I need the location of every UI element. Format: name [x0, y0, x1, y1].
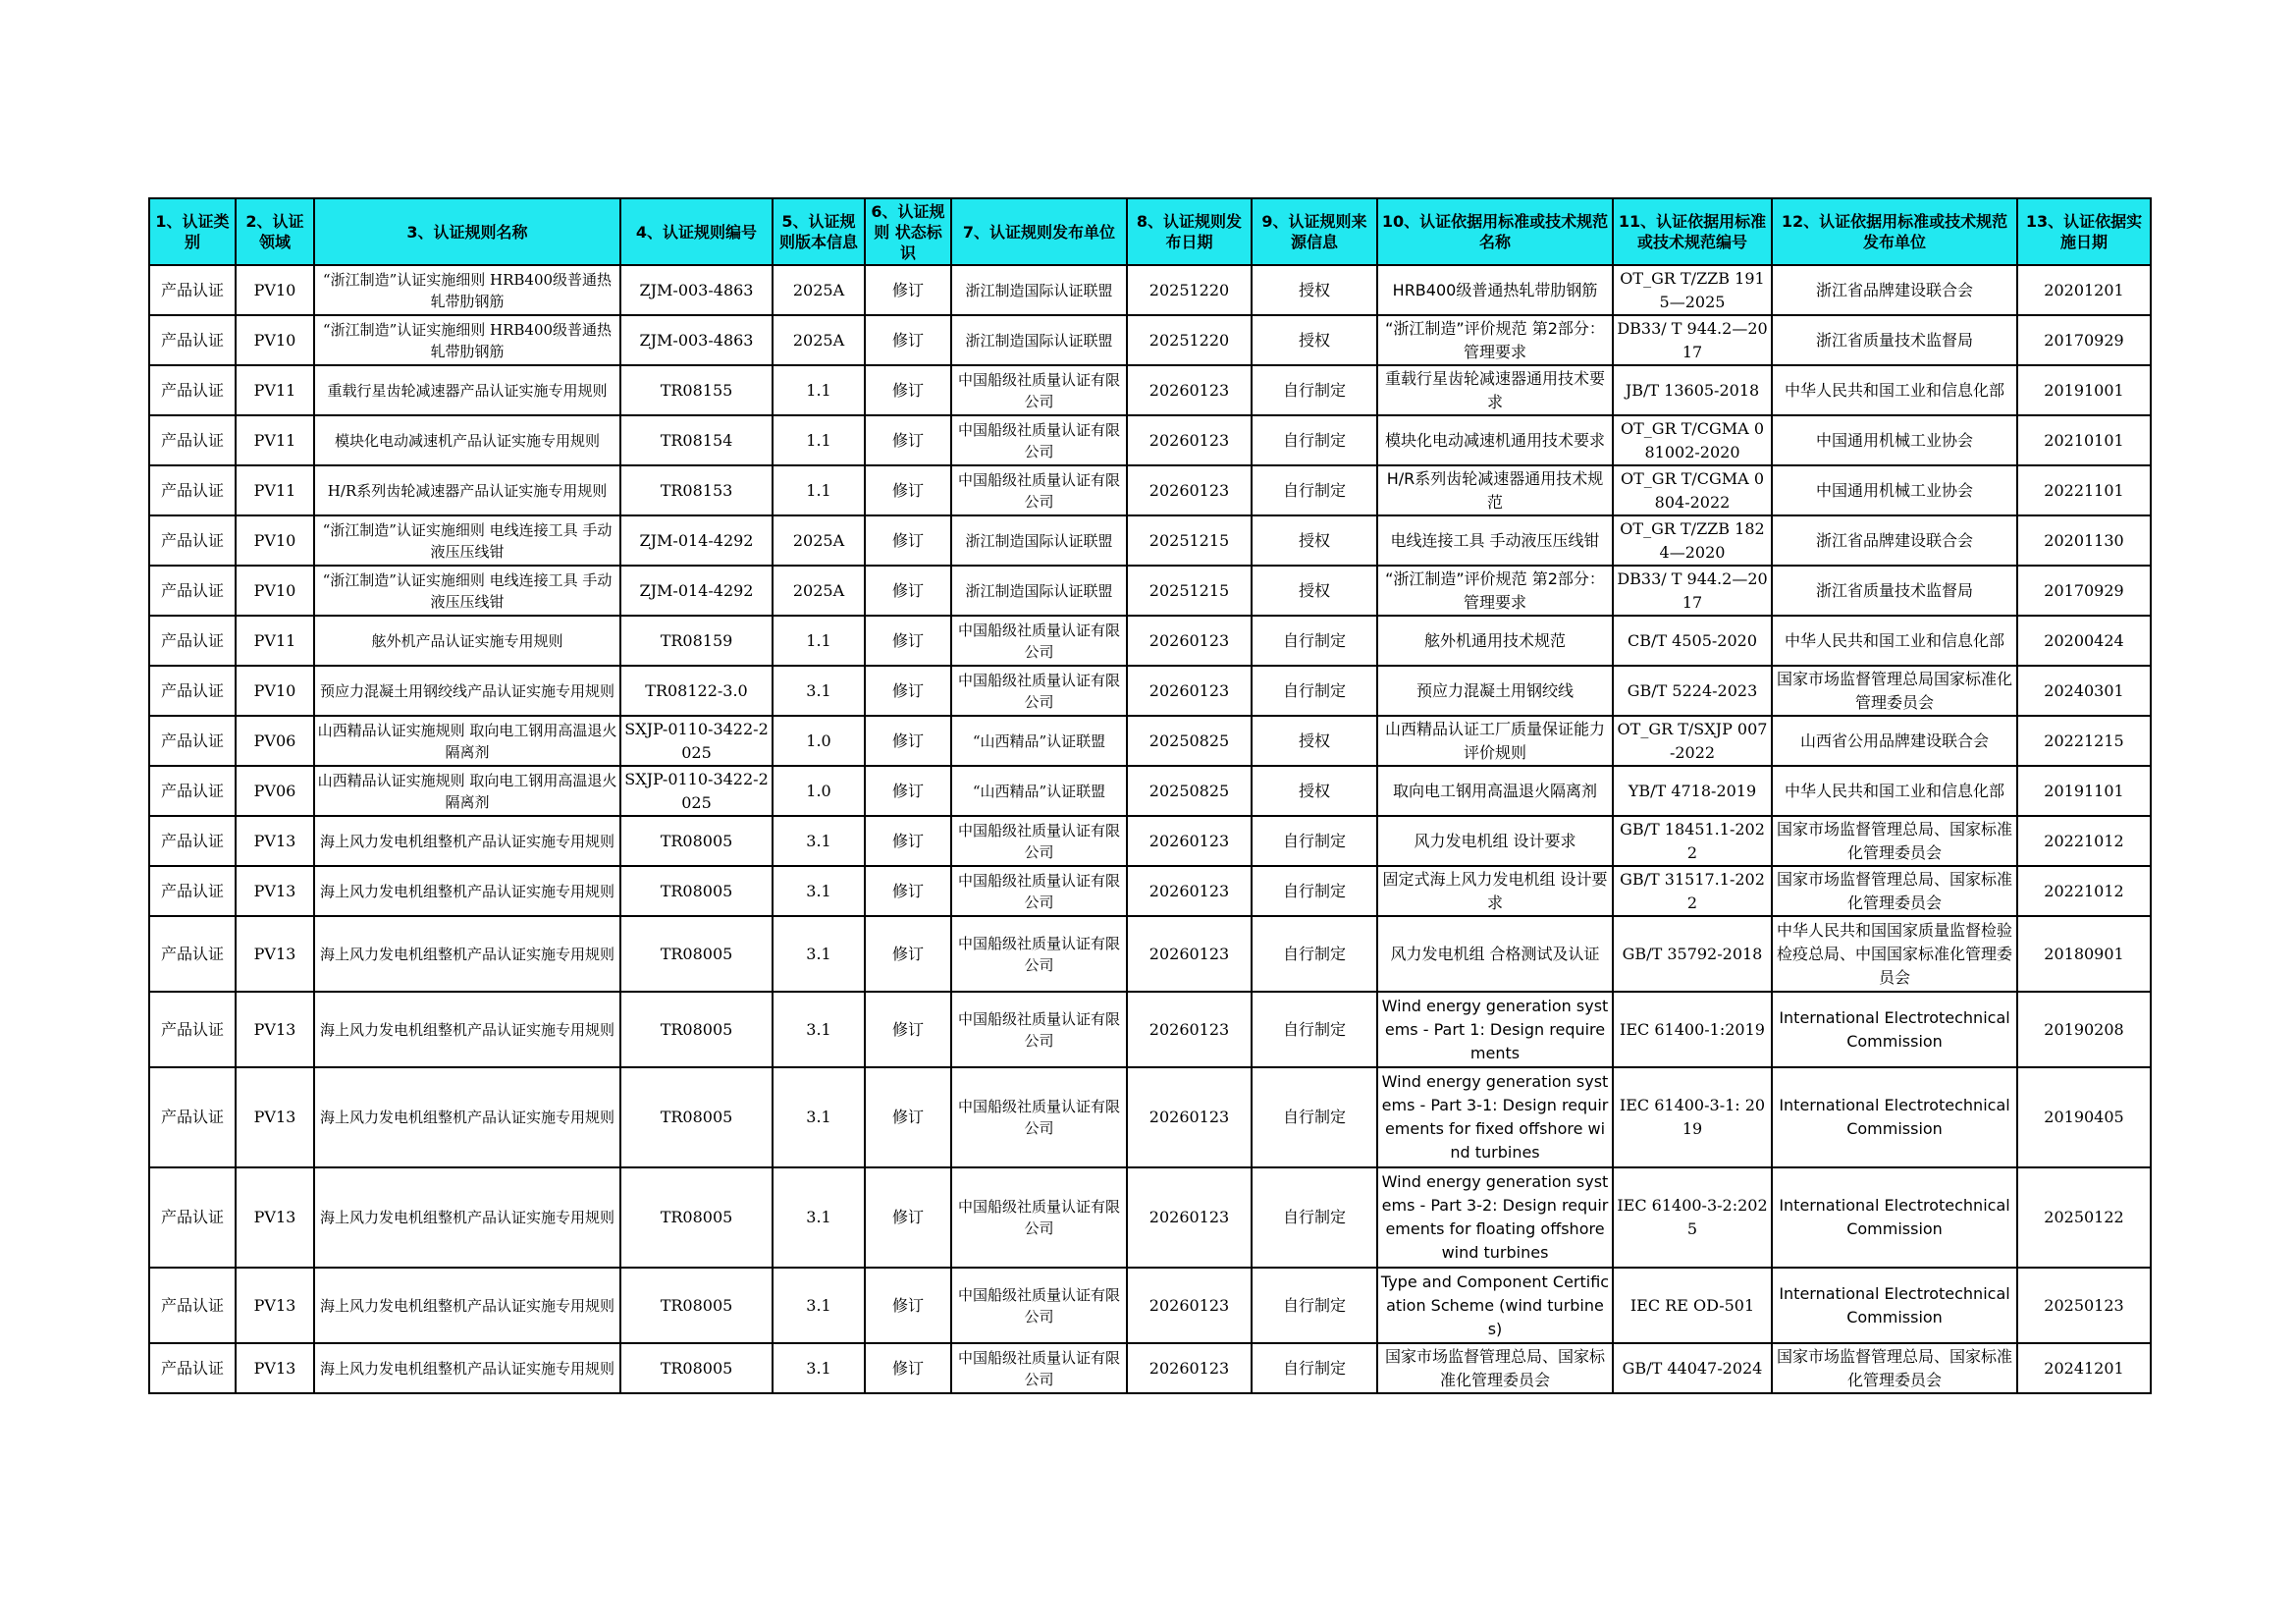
cell-effective-date: 20200424 [2017, 616, 2151, 666]
cell-rule-publisher: 浙江制造国际认证联盟 [951, 515, 1127, 566]
cell-rule-publish-date: 20251220 [1127, 315, 1252, 365]
cell-rule-publisher: 中国船级社质量认证有限公司 [951, 365, 1127, 415]
cell-effective-date: 20221012 [2017, 866, 2151, 916]
cell-rule-name: 舷外机产品认证实施专用规则 [314, 616, 620, 666]
cell-cert-category: 产品认证 [149, 465, 236, 515]
cell-standard-name: Wind energy generation systems - Part 3-2: Design requirements for floating offshore wind turbines [1377, 1167, 1613, 1268]
cell-rule-version: 3.1 [773, 1343, 865, 1393]
cell-cert-field: PV13 [236, 992, 314, 1067]
cell-cert-category: 产品认证 [149, 315, 236, 365]
cell-effective-date: 20210101 [2017, 415, 2151, 465]
cell-standard-publisher: 国家市场监督管理总局、国家标准化管理委员会 [1772, 1343, 2017, 1393]
cell-rule-status: 修订 [865, 866, 951, 916]
cell-rule-name: “浙江制造”认证实施细则 电线连接工具 手动液压压线钳 [314, 515, 620, 566]
cell-standard-name: Wind energy generation systems - Part 1: Design requirements [1377, 992, 1613, 1067]
cell-cert-category: 产品认证 [149, 1067, 236, 1167]
cell-rule-status: 修订 [865, 916, 951, 992]
table-row [149, 916, 2151, 992]
cell-rule-publish-date: 20260123 [1127, 1167, 1252, 1268]
cell-cert-field: PV11 [236, 415, 314, 465]
cell-rule-publisher: 中国船级社质量认证有限公司 [951, 1343, 1127, 1393]
cell-rule-publish-date: 20260123 [1127, 365, 1252, 415]
cell-rule-version: 2025A [773, 265, 865, 315]
cell-rule-publisher: 浙江制造国际认证联盟 [951, 315, 1127, 365]
cell-cert-category: 产品认证 [149, 265, 236, 315]
cell-rule-version: 3.1 [773, 816, 865, 866]
table-row [149, 1343, 2151, 1393]
cell-rule-publish-date: 20250825 [1127, 766, 1252, 816]
cell-effective-date: 20191001 [2017, 365, 2151, 415]
cell-standard-code: OT_GR T/CGMA 081002-2020 [1613, 415, 1772, 465]
cell-rule-version: 2025A [773, 315, 865, 365]
cell-rule-publisher: 浙江制造国际认证联盟 [951, 566, 1127, 616]
cell-rule-code: TR08005 [620, 1268, 773, 1343]
table-row [149, 666, 2151, 716]
cell-standard-name: H/R系列齿轮减速器通用技术规范 [1377, 465, 1613, 515]
cell-cert-category: 产品认证 [149, 992, 236, 1067]
cell-rule-code: ZJM-014-4292 [620, 515, 773, 566]
certification-rules-table [148, 197, 2152, 1394]
cell-rule-code: TR08154 [620, 415, 773, 465]
cell-cert-category: 产品认证 [149, 1167, 236, 1268]
cell-rule-status: 修订 [865, 716, 951, 766]
cell-rule-publish-date: 20251220 [1127, 265, 1252, 315]
cell-standard-publisher: 国家市场监督管理总局国家标准化管理委员会 [1772, 666, 2017, 716]
cell-cert-field: PV10 [236, 315, 314, 365]
cell-standard-code: IEC RE OD-501 [1613, 1268, 1772, 1343]
cell-standard-publisher: International Electrotechnical Commission [1772, 992, 2017, 1067]
cell-rule-source: 自行制定 [1252, 616, 1377, 666]
cell-rule-code: ZJM-014-4292 [620, 566, 773, 616]
cell-rule-status: 修订 [865, 1067, 951, 1167]
table-row [149, 766, 2151, 816]
cell-standard-publisher: 浙江省质量技术监督局 [1772, 315, 2017, 365]
cell-standard-publisher: 国家市场监督管理总局、国家标准化管理委员会 [1772, 866, 2017, 916]
cell-cert-category: 产品认证 [149, 566, 236, 616]
table-row [149, 616, 2151, 666]
cell-effective-date: 20250123 [2017, 1268, 2151, 1343]
cell-rule-name: 海上风力发电机组整机产品认证实施专用规则 [314, 1343, 620, 1393]
table-row [149, 1167, 2151, 1268]
cell-rule-code: TR08122-3.0 [620, 666, 773, 716]
cell-standard-name: 国家市场监督管理总局、国家标准化管理委员会 [1377, 1343, 1613, 1393]
cell-effective-date: 20191101 [2017, 766, 2151, 816]
cell-rule-code: ZJM-003-4863 [620, 265, 773, 315]
cell-standard-code: IEC 61400-1:2019 [1613, 992, 1772, 1067]
cell-standard-publisher: International Electrotechnical Commission [1772, 1167, 2017, 1268]
cell-rule-publisher: 中国船级社质量认证有限公司 [951, 816, 1127, 866]
header-cert-category: 1、认证类别 [149, 198, 236, 265]
cell-effective-date: 20221101 [2017, 465, 2151, 515]
table-row [149, 866, 2151, 916]
cell-rule-status: 修订 [865, 992, 951, 1067]
cell-standard-publisher: 国家市场监督管理总局、国家标准化管理委员会 [1772, 816, 2017, 866]
cell-standard-publisher: 山西省公用品牌建设联合会 [1772, 716, 2017, 766]
cell-rule-publisher: 中国船级社质量认证有限公司 [951, 992, 1127, 1067]
cell-standard-publisher: 中华人民共和国工业和信息化部 [1772, 616, 2017, 666]
table-row [149, 1067, 2151, 1167]
cell-rule-version: 1.1 [773, 365, 865, 415]
cell-rule-publisher: “山西精品”认证联盟 [951, 766, 1127, 816]
cell-rule-publish-date: 20260123 [1127, 616, 1252, 666]
cell-rule-version: 3.1 [773, 1067, 865, 1167]
cell-rule-publish-date: 20260123 [1127, 866, 1252, 916]
cell-rule-source: 自行制定 [1252, 1167, 1377, 1268]
cell-rule-version: 3.1 [773, 666, 865, 716]
cell-cert-field: PV10 [236, 515, 314, 566]
cell-cert-field: PV13 [236, 1167, 314, 1268]
cell-cert-field: PV10 [236, 265, 314, 315]
cell-rule-version: 3.1 [773, 916, 865, 992]
cell-cert-field: PV11 [236, 616, 314, 666]
cell-rule-publisher: 中国船级社质量认证有限公司 [951, 1067, 1127, 1167]
cell-effective-date: 20170929 [2017, 315, 2151, 365]
cell-standard-publisher: 中国通用机械工业协会 [1772, 465, 2017, 515]
header-standard-publisher: 12、认证依据用标准或技术规范发布单位 [1772, 198, 2017, 265]
cell-standard-code: DB33/ T 944.2—2017 [1613, 315, 1772, 365]
cell-standard-code: OT_GR T/ZZB 1915—2025 [1613, 265, 1772, 315]
cell-standard-code: CB/T 4505-2020 [1613, 616, 1772, 666]
cell-rule-code: TR08153 [620, 465, 773, 515]
cell-cert-category: 产品认证 [149, 766, 236, 816]
cell-rule-version: 3.1 [773, 992, 865, 1067]
cell-cert-field: PV13 [236, 1343, 314, 1393]
table-row [149, 265, 2151, 315]
cell-rule-source: 授权 [1252, 315, 1377, 365]
cell-rule-publisher: 中国船级社质量认证有限公司 [951, 616, 1127, 666]
cell-cert-field: PV06 [236, 716, 314, 766]
table-row [149, 1268, 2151, 1343]
cell-rule-source: 自行制定 [1252, 666, 1377, 716]
header-standard-code: 11、认证依据用标准或技术规范编号 [1613, 198, 1772, 265]
cell-effective-date: 20241201 [2017, 1343, 2151, 1393]
cell-rule-publisher: 中国船级社质量认证有限公司 [951, 1268, 1127, 1343]
cell-rule-publish-date: 20250825 [1127, 716, 1252, 766]
cell-rule-status: 修订 [865, 1268, 951, 1343]
cell-standard-name: “浙江制造”评价规范 第2部分：管理要求 [1377, 315, 1613, 365]
cell-rule-status: 修订 [865, 766, 951, 816]
cell-effective-date: 20240301 [2017, 666, 2151, 716]
cell-rule-publish-date: 20260123 [1127, 992, 1252, 1067]
cell-rule-source: 自行制定 [1252, 1268, 1377, 1343]
cell-rule-name: 重载行星齿轮减速器产品认证实施专用规则 [314, 365, 620, 415]
cell-rule-version: 1.1 [773, 616, 865, 666]
cell-standard-publisher: 中华人民共和国工业和信息化部 [1772, 766, 2017, 816]
cell-standard-name: 重载行星齿轮减速器通用技术要求 [1377, 365, 1613, 415]
cell-rule-name: “浙江制造”认证实施细则 HRB400级普通热轧带肋钢筋 [314, 315, 620, 365]
cell-cert-category: 产品认证 [149, 866, 236, 916]
cell-rule-publish-date: 20260123 [1127, 415, 1252, 465]
cell-cert-field: PV10 [236, 566, 314, 616]
cell-cert-field: PV10 [236, 666, 314, 716]
cell-cert-category: 产品认证 [149, 515, 236, 566]
cell-rule-status: 修订 [865, 465, 951, 515]
header-rule-publish-date: 8、认证规则发布日期 [1127, 198, 1252, 265]
cell-rule-version: 3.1 [773, 1268, 865, 1343]
cell-standard-code: OT_GR T/CGMA 0804-2022 [1613, 465, 1772, 515]
cell-rule-version: 1.1 [773, 465, 865, 515]
cell-standard-publisher: International Electrotechnical Commission [1772, 1268, 2017, 1343]
cell-standard-publisher: 浙江省品牌建设联合会 [1772, 265, 2017, 315]
cell-effective-date: 20201130 [2017, 515, 2151, 566]
cell-rule-code: TR08005 [620, 1067, 773, 1167]
cell-standard-code: GB/T 31517.1-2022 [1613, 866, 1772, 916]
cell-cert-category: 产品认证 [149, 816, 236, 866]
cell-rule-source: 自行制定 [1252, 415, 1377, 465]
cell-cert-category: 产品认证 [149, 415, 236, 465]
cell-rule-code: TR08005 [620, 1167, 773, 1268]
cell-effective-date: 20190208 [2017, 992, 2151, 1067]
cell-rule-publisher: 中国船级社质量认证有限公司 [951, 916, 1127, 992]
cell-rule-code: TR08005 [620, 866, 773, 916]
cell-standard-code: IEC 61400-3-1: 2019 [1613, 1067, 1772, 1167]
cell-rule-name: 山西精品认证实施规则 取向电工钢用高温退火隔离剂 [314, 716, 620, 766]
cell-rule-source: 自行制定 [1252, 365, 1377, 415]
cell-rule-name: 海上风力发电机组整机产品认证实施专用规则 [314, 992, 620, 1067]
header-standard-name: 10、认证依据用标准或技术规范名称 [1377, 198, 1613, 265]
header-rule-status: 6、认证规则 状态标识 [865, 198, 951, 265]
cell-rule-publish-date: 20251215 [1127, 566, 1252, 616]
cell-standard-code: GB/T 18451.1-2022 [1613, 816, 1772, 866]
table-row [149, 566, 2151, 616]
table-row [149, 816, 2151, 866]
cell-rule-publisher: 中国船级社质量认证有限公司 [951, 415, 1127, 465]
cell-standard-publisher: 中华人民共和国工业和信息化部 [1772, 365, 2017, 415]
cell-standard-code: JB/T 13605-2018 [1613, 365, 1772, 415]
cell-rule-publish-date: 20260123 [1127, 1067, 1252, 1167]
cell-rule-source: 自行制定 [1252, 866, 1377, 916]
cell-cert-field: PV13 [236, 816, 314, 866]
cell-rule-name: 海上风力发电机组整机产品认证实施专用规则 [314, 1167, 620, 1268]
cell-rule-code: SXJP-0110-3422-2025 [620, 716, 773, 766]
table-row [149, 365, 2151, 415]
cell-rule-source: 自行制定 [1252, 816, 1377, 866]
cell-standard-code: YB/T 4718-2019 [1613, 766, 1772, 816]
table-row [149, 992, 2151, 1067]
cell-rule-source: 自行制定 [1252, 916, 1377, 992]
table-row [149, 465, 2151, 515]
cell-standard-name: 山西精品认证工厂质量保证能力评价规则 [1377, 716, 1613, 766]
cell-cert-field: PV13 [236, 916, 314, 992]
cell-standard-name: 固定式海上风力发电机组 设计要求 [1377, 866, 1613, 916]
cell-rule-publisher: 中国船级社质量认证有限公司 [951, 866, 1127, 916]
cell-cert-category: 产品认证 [149, 1343, 236, 1393]
cell-rule-publisher: “山西精品”认证联盟 [951, 716, 1127, 766]
cell-rule-status: 修订 [865, 616, 951, 666]
cell-standard-name: 预应力混凝土用钢绞线 [1377, 666, 1613, 716]
cell-rule-code: TR08005 [620, 992, 773, 1067]
cell-effective-date: 20221215 [2017, 716, 2151, 766]
cell-rule-name: 海上风力发电机组整机产品认证实施专用规则 [314, 1268, 620, 1343]
cell-rule-source: 授权 [1252, 515, 1377, 566]
cell-rule-status: 修订 [865, 265, 951, 315]
cell-rule-code: TR08155 [620, 365, 773, 415]
cell-standard-publisher: International Electrotechnical Commission [1772, 1067, 2017, 1167]
cell-rule-publish-date: 20260123 [1127, 916, 1252, 992]
cell-rule-status: 修订 [865, 515, 951, 566]
cell-rule-name: “浙江制造”认证实施细则 电线连接工具 手动液压压线钳 [314, 566, 620, 616]
cell-standard-code: IEC 61400-3-2:2025 [1613, 1167, 1772, 1268]
cell-rule-version: 1.1 [773, 415, 865, 465]
cell-rule-code: TR08159 [620, 616, 773, 666]
table-body [149, 265, 2151, 1393]
cell-rule-source: 授权 [1252, 716, 1377, 766]
cell-rule-publisher: 中国船级社质量认证有限公司 [951, 1167, 1127, 1268]
cell-cert-field: PV11 [236, 465, 314, 515]
cell-rule-publisher: 中国船级社质量认证有限公司 [951, 666, 1127, 716]
cell-rule-publish-date: 20260123 [1127, 465, 1252, 515]
cell-effective-date: 20190405 [2017, 1067, 2151, 1167]
cell-standard-name: 舷外机通用技术规范 [1377, 616, 1613, 666]
cell-rule-status: 修订 [865, 1167, 951, 1268]
cell-rule-version: 3.1 [773, 1167, 865, 1268]
cell-rule-version: 3.1 [773, 866, 865, 916]
cell-rule-code: ZJM-003-4863 [620, 315, 773, 365]
cell-rule-status: 修订 [865, 816, 951, 866]
cell-rule-publisher: 中国船级社质量认证有限公司 [951, 465, 1127, 515]
cell-cert-field: PV11 [236, 365, 314, 415]
cell-rule-source: 自行制定 [1252, 992, 1377, 1067]
cell-standard-code: OT_GR T/ZZB 1824—2020 [1613, 515, 1772, 566]
cell-rule-code: TR08005 [620, 916, 773, 992]
cell-standard-publisher: 浙江省质量技术监督局 [1772, 566, 2017, 616]
cell-rule-status: 修订 [865, 315, 951, 365]
cell-cert-category: 产品认证 [149, 1268, 236, 1343]
cell-rule-version: 1.0 [773, 766, 865, 816]
cell-rule-name: H/R系列齿轮减速器产品认证实施专用规则 [314, 465, 620, 515]
cell-rule-code: SXJP-0110-3422-2025 [620, 766, 773, 816]
cell-rule-code: TR08005 [620, 816, 773, 866]
cell-cert-field: PV13 [236, 866, 314, 916]
cell-rule-source: 自行制定 [1252, 1067, 1377, 1167]
cell-cert-field: PV13 [236, 1067, 314, 1167]
cell-rule-version: 2025A [773, 566, 865, 616]
cell-rule-status: 修订 [865, 415, 951, 465]
table-row [149, 415, 2151, 465]
cell-rule-name: 海上风力发电机组整机产品认证实施专用规则 [314, 816, 620, 866]
cell-standard-name: 风力发电机组 设计要求 [1377, 816, 1613, 866]
cell-effective-date: 20250122 [2017, 1167, 2151, 1268]
cell-standard-publisher: 中国通用机械工业协会 [1772, 415, 2017, 465]
cell-rule-publish-date: 20260123 [1127, 1343, 1252, 1393]
cell-rule-status: 修订 [865, 1343, 951, 1393]
cell-rule-status: 修订 [865, 666, 951, 716]
cell-rule-status: 修订 [865, 365, 951, 415]
cell-rule-name: 海上风力发电机组整机产品认证实施专用规则 [314, 916, 620, 992]
table-row [149, 315, 2151, 365]
cell-rule-name: 海上风力发电机组整机产品认证实施专用规则 [314, 866, 620, 916]
header-rule-version: 5、认证规则版本信息 [773, 198, 865, 265]
cell-rule-status: 修订 [865, 566, 951, 616]
cell-rule-source: 授权 [1252, 766, 1377, 816]
cell-rule-code: TR08005 [620, 1343, 773, 1393]
cell-effective-date: 20180901 [2017, 916, 2151, 992]
cell-rule-name: “浙江制造”认证实施细则 HRB400级普通热轧带肋钢筋 [314, 265, 620, 315]
header-rule-code: 4、认证规则编号 [620, 198, 773, 265]
header-row [149, 198, 2151, 265]
cell-effective-date: 20170929 [2017, 566, 2151, 616]
cell-standard-name: “浙江制造”评价规范 第2部分：管理要求 [1377, 566, 1613, 616]
header-rule-name: 3、认证规则名称 [314, 198, 620, 265]
cell-rule-publish-date: 20260123 [1127, 1268, 1252, 1343]
cell-rule-name: 海上风力发电机组整机产品认证实施专用规则 [314, 1067, 620, 1167]
cell-standard-name: HRB400级普通热轧带肋钢筋 [1377, 265, 1613, 315]
cell-standard-name: Wind energy generation systems - Part 3-1: Design requirements for fixed offshore wind turbines [1377, 1067, 1613, 1167]
cell-rule-source: 授权 [1252, 566, 1377, 616]
cell-rule-source: 自行制定 [1252, 1343, 1377, 1393]
cell-rule-name: 模块化电动减速机产品认证实施专用规则 [314, 415, 620, 465]
cell-effective-date: 20201201 [2017, 265, 2151, 315]
cell-rule-publish-date: 20260123 [1127, 816, 1252, 866]
header-cert-field: 2、认证领域 [236, 198, 314, 265]
cell-rule-source: 授权 [1252, 265, 1377, 315]
cell-cert-category: 产品认证 [149, 666, 236, 716]
cell-cert-category: 产品认证 [149, 616, 236, 666]
cell-standard-name: Type and Component Certification Scheme (wind turbines) [1377, 1268, 1613, 1343]
cell-standard-publisher: 中华人民共和国国家质量监督检验检疫总局、中国国家标准化管理委员会 [1772, 916, 2017, 992]
cell-rule-name: 预应力混凝土用钢绞线产品认证实施专用规则 [314, 666, 620, 716]
cell-cert-category: 产品认证 [149, 916, 236, 992]
cell-cert-field: PV06 [236, 766, 314, 816]
cell-rule-name: 山西精品认证实施规则 取向电工钢用高温退火隔离剂 [314, 766, 620, 816]
cell-standard-name: 取向电工钢用高温退火隔离剂 [1377, 766, 1613, 816]
table-row [149, 515, 2151, 566]
cell-standard-name: 电线连接工具 手动液压压线钳 [1377, 515, 1613, 566]
cell-standard-code: DB33/ T 944.2—2017 [1613, 566, 1772, 616]
header-rule-publisher: 7、认证规则发布单位 [951, 198, 1127, 265]
cell-rule-publish-date: 20260123 [1127, 666, 1252, 716]
cell-cert-field: PV13 [236, 1268, 314, 1343]
cell-rule-publish-date: 20251215 [1127, 515, 1252, 566]
cell-standard-code: GB/T 35792-2018 [1613, 916, 1772, 992]
cell-standard-name: 风力发电机组 合格测试及认证 [1377, 916, 1613, 992]
cell-rule-version: 2025A [773, 515, 865, 566]
cell-effective-date: 20221012 [2017, 816, 2151, 866]
cell-rule-source: 自行制定 [1252, 465, 1377, 515]
cell-standard-name: 模块化电动减速机通用技术要求 [1377, 415, 1613, 465]
cell-cert-category: 产品认证 [149, 365, 236, 415]
cell-rule-version: 1.0 [773, 716, 865, 766]
header-rule-source: 9、认证规则来源信息 [1252, 198, 1377, 265]
header-effective-date: 13、认证依据实施日期 [2017, 198, 2151, 265]
cell-standard-publisher: 浙江省品牌建设联合会 [1772, 515, 2017, 566]
table-row [149, 716, 2151, 766]
cell-standard-code: OT_GR T/SXJP 007-2022 [1613, 716, 1772, 766]
cell-standard-code: GB/T 44047-2024 [1613, 1343, 1772, 1393]
cell-standard-code: GB/T 5224-2023 [1613, 666, 1772, 716]
cell-rule-publisher: 浙江制造国际认证联盟 [951, 265, 1127, 315]
cell-cert-category: 产品认证 [149, 716, 236, 766]
table-header [149, 198, 2151, 265]
